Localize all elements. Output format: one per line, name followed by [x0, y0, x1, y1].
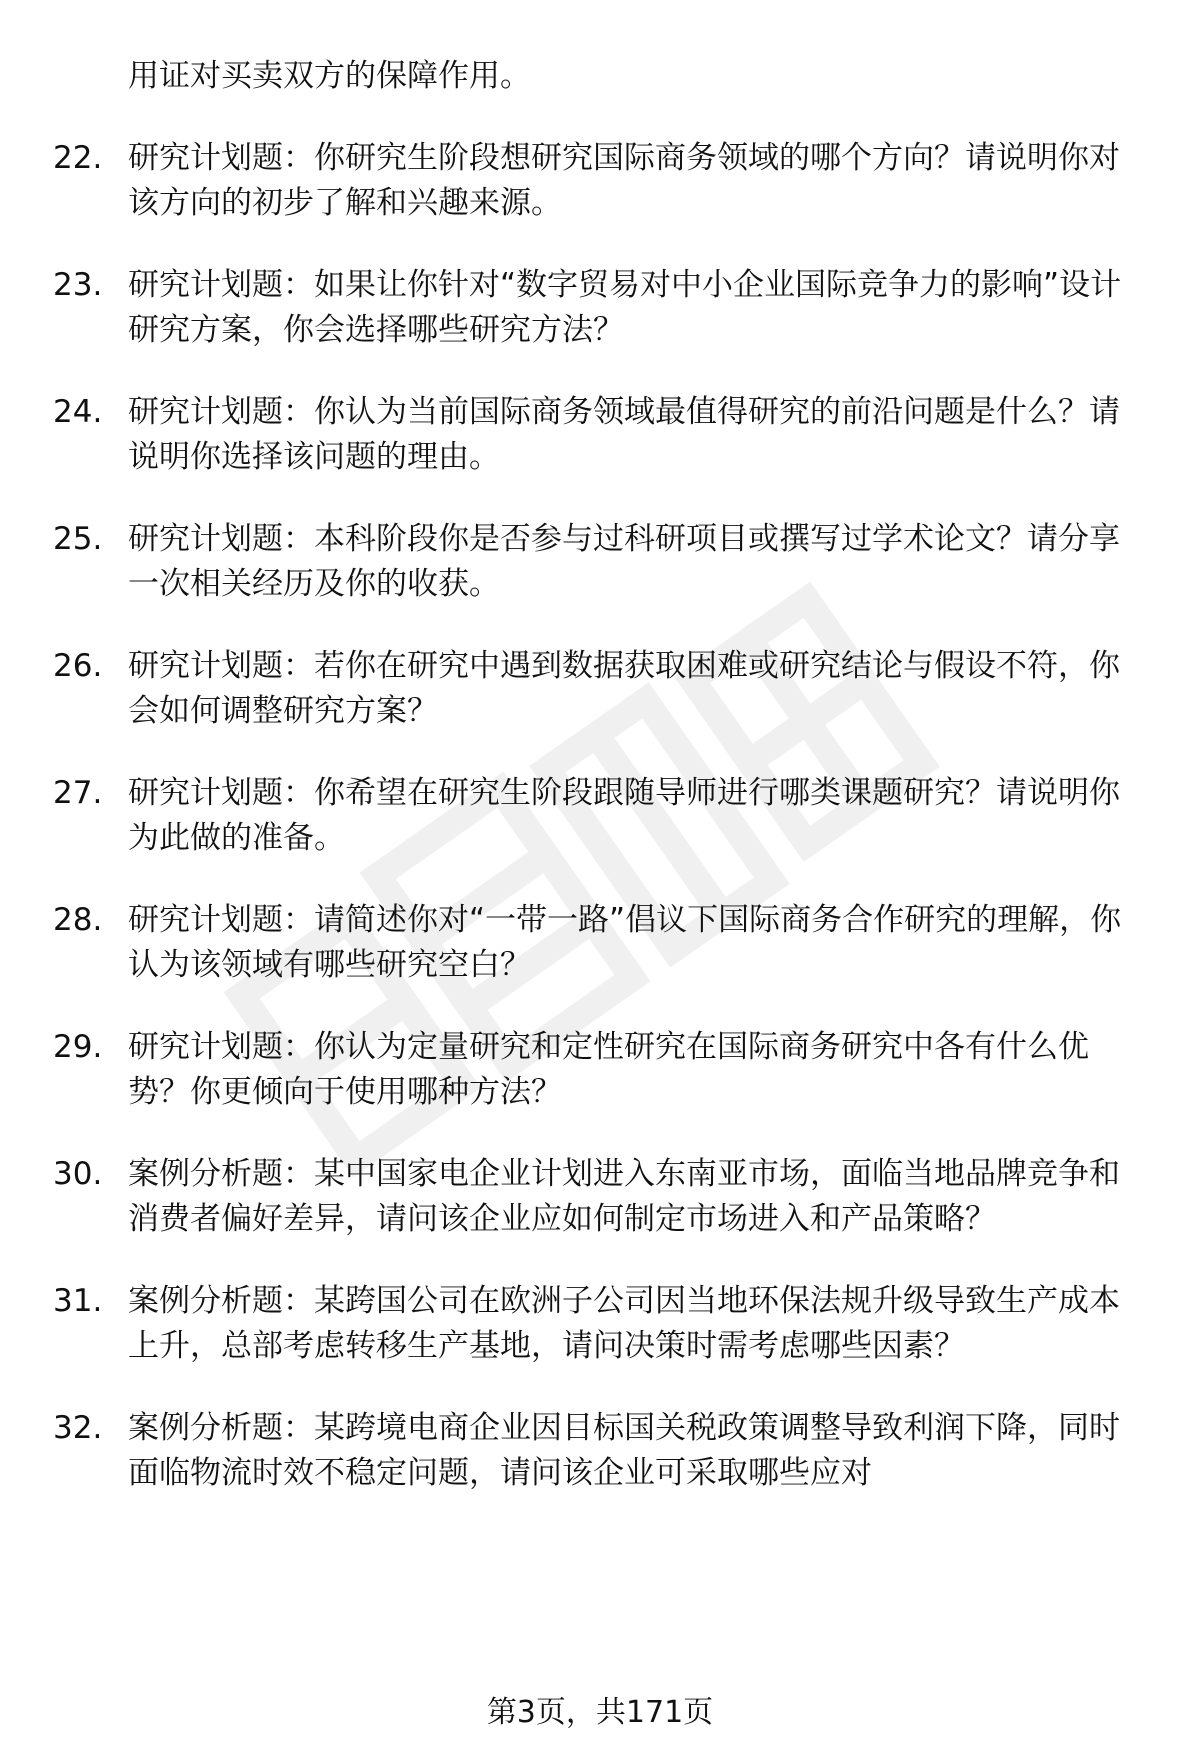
question-item [0, 771, 1200, 860]
question-number: 31. [53, 1283, 103, 1319]
question-text: 研究计划题：你研究生阶段想研究国际商务领域的哪个方向？请说明你对该方向的初步了解和兴趣来源。 [128, 140, 1120, 221]
question-number: 28. [53, 902, 103, 938]
document-content [0, 55, 1200, 1533]
question-text: 研究计划题：若你在研究中遇到数据获取困难或研究结论与假设不符，你会如何调整研究方案？ [128, 648, 1120, 729]
question-item [0, 1152, 1200, 1241]
question-number: 32. [53, 1410, 103, 1446]
question-text: 案例分析题：某中国家电企业计划进入东南亚市场，面临当地品牌竞争和消费者偏好差异，请问该企业应如何制定市场进入和产品策略？ [128, 1156, 1120, 1237]
page-footer: 第3页，共171页 [486, 1695, 714, 1730]
question-text: 研究计划题：你认为当前国际商务领域最值得研究的前沿问题是什么？请说明你选择该问题的理由。 [128, 394, 1120, 475]
question-item [0, 1279, 1200, 1368]
question-number: 25. [53, 521, 103, 557]
question-text: 案例分析题：某跨境电商企业因目标国关税政策调整导致利润下降，同时面临物流时效不稳定问题，请问该企业可采取哪些应对 [128, 1410, 1120, 1491]
question-item [0, 517, 1200, 606]
question-item [0, 898, 1200, 987]
question-text: 研究计划题：如果让你针对“数字贸易对中小企业国际竞争力的影响”设计研究方案，你会选择哪些研究方法？ [128, 267, 1122, 348]
question-text: 研究计划题：你希望在研究生阶段跟随导师进行哪类课题研究？请说明你为此做的准备。 [128, 775, 1120, 856]
question-number: 24. [53, 394, 103, 430]
question-text: 研究计划题：本科阶段你是否参与过科研项目或撰写过学术论文？请分享一次相关经历及你的收获。 [128, 521, 1120, 602]
continuation-text: 用证对买卖双方的保障作用。 [128, 58, 531, 94]
question-number: 22. [53, 140, 103, 176]
question-number: 29. [53, 1029, 103, 1065]
question-item [0, 390, 1200, 479]
question-number: 27. [53, 775, 103, 811]
question-item [0, 263, 1200, 352]
question-number: 23. [53, 267, 103, 303]
question-text: 案例分析题：某跨国公司在欧洲子公司因当地环保法规升级导致生产成本上升，总部考虑转移生产基地，请问决策时需考虑哪些因素？ [128, 1283, 1120, 1364]
question-item [0, 136, 1200, 225]
question-item [0, 1025, 1200, 1114]
question-number: 30. [53, 1156, 103, 1192]
question-number: 26. [53, 648, 103, 684]
question-text: 研究计划题：你认为定量研究和定性研究在国际商务研究中各有什么优势？你更倾向于使用哪种方法？ [128, 1029, 1089, 1110]
question-item [0, 1406, 1200, 1495]
question-item [0, 644, 1200, 733]
question-text: 研究计划题：请简述你对“一带一路”倡议下国际商务合作研究的理解，你认为该领域有哪些研究空白？ [128, 902, 1122, 983]
